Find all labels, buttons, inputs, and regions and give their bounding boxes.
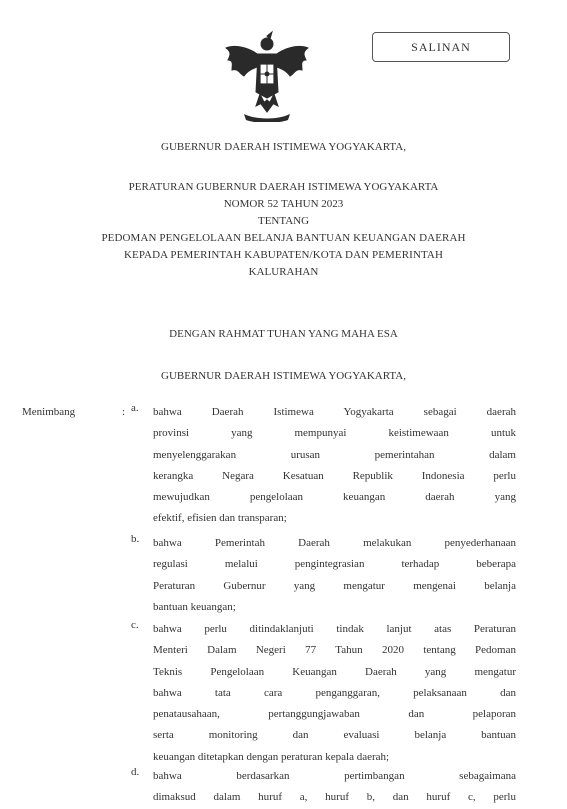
clause-line: keuangan ditetapkan dengan peraturan kepala daerah; bbox=[153, 750, 390, 763]
clause-letter: d. bbox=[131, 766, 140, 778]
clause-letter: c. bbox=[131, 619, 139, 631]
considering-colon: : bbox=[122, 406, 126, 418]
regulation-line-1: PERATURAN GUBERNUR DAERAH ISTIMEWA YOGYAKARTA bbox=[128, 181, 439, 193]
clause-line: dimaksud dalam huruf a, huruf b, dan huruf c, perlu bbox=[153, 791, 516, 804]
regulation-title-line: KEPADA PEMERINTAH KABUPATEN/KOTA DAN PEMERINTAH bbox=[123, 249, 444, 261]
clause-line: menyelenggarakan urusan pemerintahan dalam bbox=[153, 448, 516, 461]
regulation-about: TENTANG bbox=[257, 215, 310, 227]
regulation-title-line: KALURAHAN bbox=[248, 266, 319, 278]
clause-line: bahwa Pemerintah Daerah melakukan penyederhanaan bbox=[153, 537, 516, 549]
clause-line: bahwa berdasarkan pertimbangan sebagaimana bbox=[153, 770, 516, 782]
clause-line: bantuan keuangan; bbox=[153, 600, 236, 613]
clause-line: mewujudkan pengelolaan keuangan daerah yang bbox=[153, 491, 516, 504]
regulation-number: NOMOR 52 TAHUN 2023 bbox=[223, 198, 344, 210]
clause-line: Teknis Pengelolaan Keuangan Daerah yang mengatur bbox=[153, 665, 516, 678]
clause-letter: a. bbox=[131, 402, 139, 414]
clause-line: Peraturan Gubernur yang mengatur mengenai belanja bbox=[153, 579, 516, 592]
clause-line: provinsi yang mempunyai keistimewaan untuk bbox=[153, 427, 516, 440]
clause-line: Menteri Dalam Negeri 77 Tahun 2020 tentang Pedoman bbox=[153, 644, 516, 657]
clause-line: bahwa Daerah Istimewa Yogyakarta sebagai daerah bbox=[153, 406, 516, 418]
regulation-heading bbox=[0, 179, 567, 281]
clause-line: serta monitoring dan evaluasi belanja bantuan bbox=[153, 729, 516, 742]
clause-letter: b. bbox=[131, 533, 140, 545]
clause-line: regulasi melalui pengintegrasian terhadap beberapa bbox=[153, 558, 516, 571]
regulation-title-line: PEDOMAN PENGELOLAAN BELANJA BANTUAN KEUANGAN DAERAH bbox=[101, 232, 466, 244]
clause-line: bahwa tata cara penganggaran, pelaksanaan dan bbox=[153, 686, 516, 699]
clause-line: bahwa perlu ditindaklanjuti tindak lanjut atas Peraturan bbox=[153, 623, 516, 635]
clause-line: penatausahaan, pertanggungjawaban dan pelaporan bbox=[153, 708, 516, 721]
garuda-emblem-icon bbox=[222, 30, 312, 122]
blessing-line: DENGAN RAHMAT TUHAN YANG MAHA ESA bbox=[169, 328, 398, 340]
considering-label: Menimbang bbox=[22, 406, 76, 418]
governor-heading-2: GUBERNUR DAERAH ISTIMEWA YOGYAKARTA, bbox=[161, 370, 406, 382]
governor-heading: GUBERNUR DAERAH ISTIMEWA YOGYAKARTA, bbox=[161, 141, 406, 153]
salinan-stamp: SALINAN bbox=[372, 32, 510, 62]
clause-line: efektif, efisien dan transparan; bbox=[153, 512, 287, 525]
clause-line: kerangka Negara Kesatuan Republik Indonesia perlu bbox=[153, 469, 516, 482]
